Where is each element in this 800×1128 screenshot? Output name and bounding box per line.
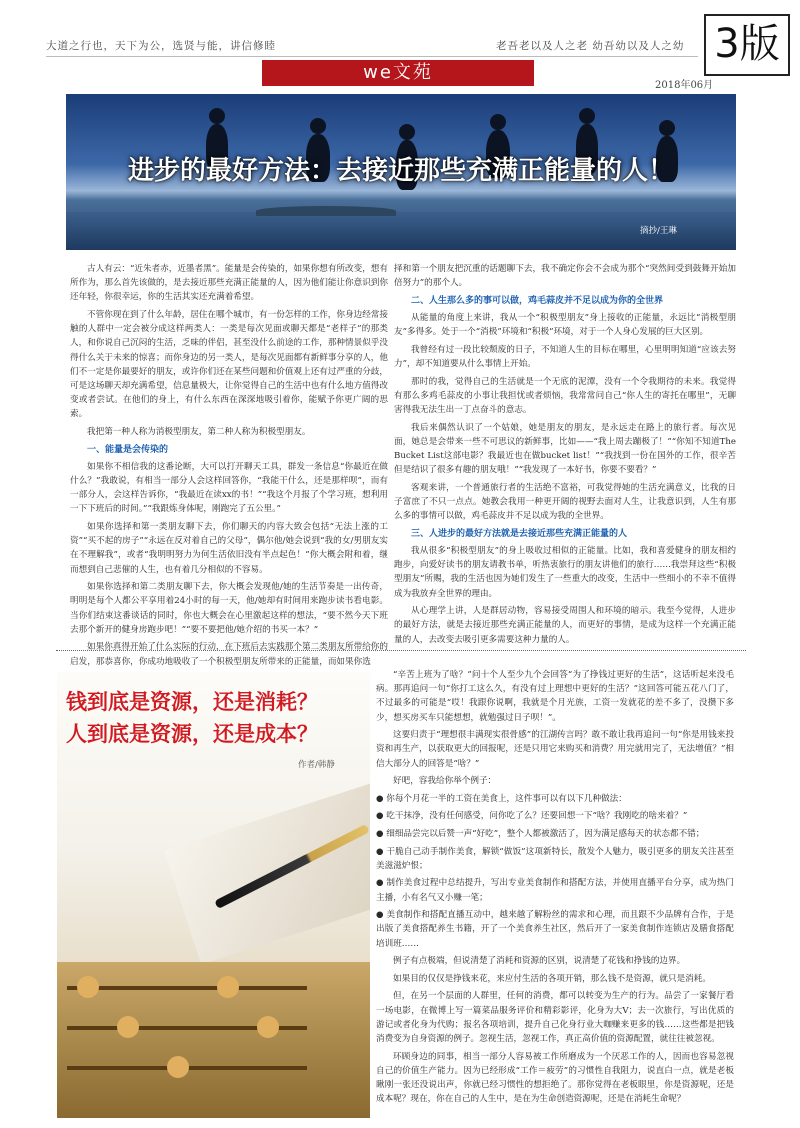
paragraph: 如果你选择和第二类朋友聊下去，你大概会发现他/她的生活节奏是一出传奇，明明是每个人都公平享用着24小时的每一天，他/她却有时间用来跑步读书看电影。当你们结束这番谈话的同时，你也大概会在心里激起这样的想法，“要不然今天下班去那个新开的健身房跑步吧！”“要不要把他/她介绍的书买一本？”	[70, 582, 388, 635]
paragraph: 这要归责于“理想很丰满现实很骨感”的江湖传言吗？敢不敢让我再追问一句“你是用钱来投资和再生产，以获取更大的回报呢，还是只用它来购买和消费？用完就用完了，无法增值？”相信大部分人的回答是“啥？”	[376, 730, 734, 769]
paragraph: 客观来讲，一个普通旅行者的生活绝不富裕，可我觉得她的生活充满意义，比我的日子富庶了不只一点点。她教会我用一种更开阔的视野去面对人生，让我意识到，人生有那么多的事情可以做，鸡毛蒜皮并不足以成为我的全世界。	[394, 482, 736, 522]
bullet-item: ● 美食制作和搭配直播互动中，越来越了解粉丝的需求和心理，而且跟不少品牌有合作，于是出版了美食搭配养生书籍，开了一个美食养生社区，然后开了一家美食制作连锁店及膳食搭配培训班……	[376, 910, 734, 949]
silhouette-head	[399, 124, 415, 140]
subheading: 三、人进步的最好方法就是去接近那些充满正能量的人	[411, 528, 628, 539]
paragraph: 我从很多“积极型朋友”的身上吸收过相似的正能量。比如，我和喜爱健身的朋友相约跑步，向爱好读书的朋友请教书单，听热衷旅行的朋友讲他们的旅行……我崇拜这些“积极型朋友”所赐，我的生活也因为她们发生了一些重大的改变，生活中一些细小的不幸不值得成为我放弃全世界的理由。	[394, 546, 736, 599]
abacus	[57, 962, 370, 1118]
silhouette-head	[659, 120, 675, 136]
paragraph: 我曾经有过一段比较颓废的日子，不知道人生的目标在哪里，心里明明知道“应该去努力”，却不知道要从什么事情上开始。	[394, 344, 736, 369]
edition-number: 3版	[704, 14, 790, 76]
paragraph: 好吧，容我给你举个例子：	[393, 776, 497, 787]
article2-headline-line1: 钱到底是资源，还是消耗？	[66, 690, 318, 714]
paragraph: 那时的我，觉得自己的生活就是一个无底的泥潭，没有一个令我期待的未来。我觉得有那么多鸡毛蒜皮的小事让我担忧或者烦恼，我常常问自己“你人生的寄托在哪里”，无聊害得我无法生出一丁点奋斗的意志。	[394, 376, 736, 415]
article1-byline: 摘抄/王琳	[640, 226, 677, 236]
article1-column-left	[70, 262, 388, 672]
paragraph: “辛苦上班为了啥？”问十个人至少九个会回答“为了挣钱过更好的生活”，这话听起来没毛病。那再追问一句“你打工这么久，有没有过上理想中更好的生活？”这回答可能五花八门了，不过最多的可能是“哎！我跟你说啊，我就是个月光族，工资一发就花的差不多了，没攒下多少，想买房买车只能想想，就勉强过日子呗！”。	[376, 670, 734, 723]
publication-date: 2018年06月	[655, 80, 714, 91]
paragraph: 从心理学上讲，人是群居动物，容易接受周围人和环境的暗示。我至今觉得，人进步的最好方法，就是去接近那些充满正能量的人，而更好的事情，是成为这样一个充满正能量的人，去改变去吸引更多需要这种力量的人。	[394, 606, 736, 645]
article1-column-right	[394, 262, 736, 650]
paragraph: 古人有云：“近朱者赤，近墨者黑”。能量是会传染的，如果你想有所改变，想有所作为，那么首先该做的，是去接近那些充满正能量的人，因为他们能让你意识到你还年轻，你很幸运，你的生活其实还充满着希望。	[70, 264, 388, 303]
silhouette-head	[490, 114, 506, 130]
abacus-rod	[67, 986, 307, 990]
abacus-bead	[217, 976, 239, 998]
abacus-bead	[117, 1016, 139, 1038]
paper-sheet	[164, 779, 370, 964]
silhouette-head	[209, 108, 225, 124]
paragraph: 如果你不相信我的这番论断，大可以打开聊天工具，群发一条信息“你最近在做什么？”我敢说，有相当一部分人会这样回答你，“我能干什么，还是那样呗”，而有一部分人，会这样告诉你，“我最近在读xx的书！”“我这个月报了个学习班，想利用一下下班后的时间。”“我跟炼身体呢，刚跑完了五公里。”	[70, 461, 388, 515]
paragraph: 如果你真得开始了什么实际的行动，在下班后去实践那个第二类朋友所带给你的启发，那恭喜你，你成功地吸收了一个积极型朋友所带来的正能量，而如果你选	[70, 642, 388, 667]
subheading: 二、人生那么多的事可以做，鸡毛蒜皮并不足以成为你的全世界	[411, 295, 664, 306]
abacus-bead	[77, 976, 99, 998]
bullet-item: ● 吃干抹净，没有任何感受，问你吃了么？还要回想一下“啥？我刚吃的啥来着？”	[376, 811, 688, 822]
paragraph: 但，在另一个层面的人群里，任何的消费，都可以转变为生产的行为。品尝了一家餐厅看一场电影，在微博上写一篇菜品服务评价和精彩影评，化身为大V；去一次旅行，写出优质的游记或者化身为代购；报名各项培训，提升自己化身行业大咖赚来更多的钱……这些都是把钱消费变为自身资源的例子。忽视生活，忽视工作，真正高价值的资源配置，就往往被忽视。	[376, 991, 734, 1044]
paragraph: 从能量的角度上来讲，我从一个“积极型朋友”身上接收的正能量，永远比“消极型朋友”多得多。处于一个“消极”环境和“积极”环境，对于一个人身心发展的巨大区别。	[394, 313, 736, 338]
section-banner: we文苑	[262, 60, 534, 86]
bullet-item: ● 制作美食过程中总结提升，写出专业美食制作和搭配方法，并使用直播平台分享，成为热门主播，小有名气又小赚一笔；	[376, 878, 734, 903]
paragraph: 环顾身边的同事，相当一部分人容易被工作所磨成为一个厌恶工作的人，因而也容易忽视自己的价值生产能力。因为已经形成“工作＝疲劳”的习惯性自我阻力，说直白一点，就是老板瞅刚一张还没说出声，你就已经习惯性的想拒绝了。那你觉得在老板眼里，你是资源呢，还是成本呢？现在，你在自己的人生中，是在为生命创造资源呢，还是在消耗生命呢？	[376, 1051, 734, 1105]
distant-island	[256, 206, 396, 216]
subheading: 一、能量是会传染的	[87, 444, 169, 455]
paragraph: 我把第一种人称为消极型朋友，第二种人称为积极型朋友。	[87, 427, 311, 438]
article2-headline	[66, 686, 366, 750]
abacus-bead	[257, 1016, 279, 1038]
bullet-item: ● 你每个月花一半的工资在美食上，这件事可以有以下几种做法：	[376, 793, 627, 804]
abacus-bead	[167, 1056, 189, 1078]
paragraph: 择和第一个朋友把沉重的话题聊下去，我不确定你会不会成为那个“突然间受到鼓舞开始加倍努力”的那个人。	[394, 264, 736, 289]
article1-headline: 进步的最好方法：去接近那些充满正能量的人！	[127, 156, 674, 186]
silhouette-head	[579, 108, 595, 124]
masthead-motto-left: 大道之行也，天下为公，选贤与能，讲信修睦	[46, 40, 276, 52]
silhouette-head	[310, 118, 326, 134]
paragraph: 如果你选择和第一类朋友聊下去，你们聊天的内容大致会包括“无法上涨的工资”“买不起的房子”“永远在反对着自己的父母”，偶尔他/她会说到“我的女/男朋友实在不理解我”，或者“我明明努力为何生活依旧没有半点起色！”你大概会附和着，继而想到自己悲催的人生，也有着几分相似的不容易。	[70, 522, 388, 575]
bullet-item: ● 细细品尝完以后赞一声“好吃”，整个人都被激活了，因为满足感每天的状态都不错；	[376, 828, 705, 839]
bullet-item: ● 干脆自己动手制作美食，解锁“做饭”这项新特长，散发个人魅力，吸引更多的朋友关注甚至美滋滋炉恨；	[376, 846, 734, 871]
paragraph: 我后来偶然认识了一个姑娘，她是朋友的朋友，是永远走在路上的旅行者。每次见面，她总是会带来一些不可思议的新鲜事，比如——“我上周去蹦极了！”“你知不知道The Bucket List这部电影？我最近也在做bucket list！”“我找到一份在国外的工作，很辛苦但是结识了很多有趣的朋友哦！”“我发现了一本好书，你要不要看？”	[394, 422, 736, 476]
paragraph: 例子有点极端，但说清楚了消耗和资源的区别，说清楚了花钱和挣钱的边界。	[393, 956, 686, 967]
header-rule	[46, 56, 698, 57]
sea-band	[66, 212, 736, 250]
paragraph: 如果目的仅仅是挣钱来花，来应付生活的各项开销，那么钱不是资源，就只是消耗。	[393, 973, 711, 984]
article2-body	[376, 668, 734, 1110]
article2-byline: 作者/韩静	[298, 760, 335, 770]
paragraph: 不管你现在到了什么年龄，居住在哪个城市，有一份怎样的工作，你身边经常接触的人群中一定会被分成这样两类人：一类是每次见面或聊天都是“老样子”的那类人，和你说自己沉闷的生活，乏味的伴侣，甚至没什么前途的工作，那种情景似乎没得什么关于未来的惊喜；而你身边的另一类人，是每次见面都有新鲜事分享的人，他们不一定是你最要好的朋友，或许你们还在某些问题和价值观上还有过严重的分歧，可是这场聊天却充满希望，信息量极大，让你觉得自己的生活中也有什么地方值得改变或者尝试。在他们的身上，有什么东西在深深地吸引着你，能赋予你更广阔的思索。	[70, 310, 388, 420]
article2-headline-line2: 人到底是资源，还是成本？	[66, 722, 318, 746]
section-divider	[56, 650, 746, 651]
masthead-motto-right: 老吾老以及人之老 幼吾幼以及人之幼	[496, 40, 685, 52]
